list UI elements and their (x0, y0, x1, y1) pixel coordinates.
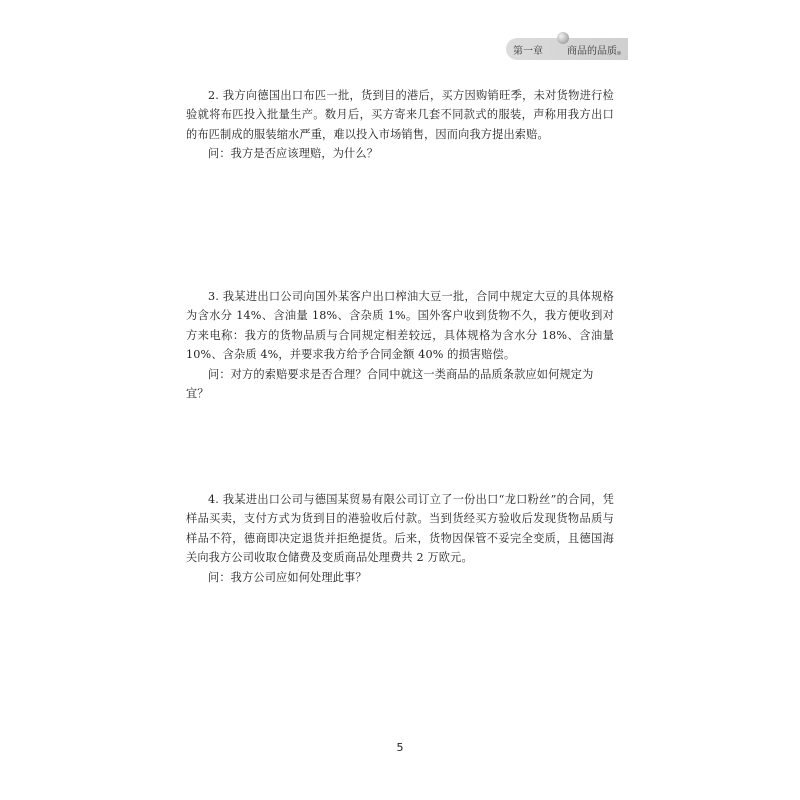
header-title: 商品的品质 (567, 46, 617, 57)
case-4-paragraph: 4. 我某进出口公司与德国某贸易有限公司订立了一份出口“龙口粉丝”的合同，凭样品买卖，支付方式为货到目的港验收后付款。当到货经买方验收后发现货物品质与样品不符，德商即决定退货并拒绝提货。后来，货物因保管不妥完全变质，且德国海关向我方公司收取仓储费及变质商品处理费共 2 万欧元。 (186, 493, 614, 565)
case-2-question: 问：我方是否应该理赔，为什么？ (208, 147, 379, 161)
case-2-paragraph: 2. 我方向德国出口布匹一批，货到目的港后，买方因购销旺季，未对货物进行检验就将布匹投入批量生产。数月后，买方寄来几套不同款式的服装，声称用我方出口的布匹制成的服装缩水严重，难以投入市场销售，因而向我方提出索赔。 (186, 89, 614, 141)
case-3 (186, 287, 614, 403)
case-4-question: 问：我方公司应如何处理此事？ (208, 570, 367, 584)
case-2 (186, 86, 614, 164)
case-4 (186, 490, 614, 587)
case-3-paragraph: 3. 我某进出口公司向国外某客户出口榨油大豆一批，合同中规定大豆的具体规格为含水分 14%、含油量 18%、含杂质 1%。国外客户收到货物不久，我方便收到对方来电称：我方的货物品质与合同规定相差较远，具体规格为含水分 18%、含油量 10%、含杂质 4%，并要求我方给予合同金额 40% 的损害赔偿。 (186, 290, 614, 362)
page-number: 5 (396, 741, 404, 754)
header-chapter: 第一章 (513, 46, 543, 57)
case-3-question: 问：对方的索赔要求是否合理？合同中就这一类商品的品质条款应如何规定为宜？ (186, 367, 594, 401)
header-small-dot-icon (617, 51, 621, 55)
